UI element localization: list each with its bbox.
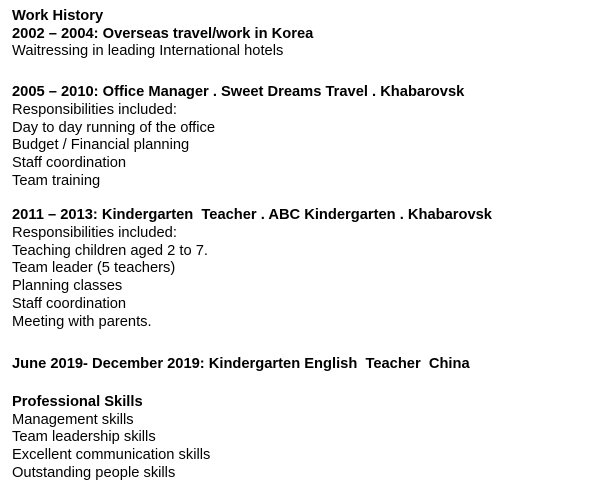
- heading-line: June 2019- December 2019: Kindergarten English Teacher China: [12, 356, 470, 373]
- heading-line: 2002 – 2004: Overseas travel/work in Korea: [12, 25, 314, 42]
- text-line: Teaching children aged 2 to 7.: [12, 242, 208, 259]
- text-line: Responsibilities included:: [12, 225, 177, 242]
- heading-line: 2011 – 2013: Kindergarten Teacher . ABC Kindergarten . Khabarovsk: [12, 207, 492, 224]
- text-line: Outstanding people skills: [12, 464, 176, 481]
- text-line: Meeting with parents.: [12, 313, 152, 330]
- section-overseas-travel: [12, 8, 593, 61]
- text-line: Staff coordination: [12, 154, 127, 171]
- text-line: Team leader (5 teachers): [12, 260, 176, 277]
- text-line: Management skills: [12, 411, 134, 428]
- text-line: Staff coordination: [12, 295, 127, 312]
- section-professional-skills: [12, 394, 593, 483]
- text-line: Responsibilities included:: [12, 101, 177, 118]
- text-line: Day to day running of the office: [12, 119, 216, 136]
- heading-line: Work History: [12, 8, 104, 24]
- section-kindergarten-teacher: [12, 207, 593, 331]
- text-line: Excellent communication skills: [12, 447, 211, 464]
- text-line: Waitressing in leading International hotels: [12, 43, 284, 60]
- text-line: Planning classes: [12, 278, 123, 295]
- text-line: Team leadership skills: [12, 429, 156, 446]
- heading-line: 2005 – 2010: Office Manager . Sweet Dreams Travel . Khabarovsk: [12, 84, 465, 101]
- heading-line: Professional Skills: [12, 393, 143, 410]
- section-english-teacher-china: [12, 356, 593, 374]
- text-line: Budget / Financial planning: [12, 137, 190, 154]
- text-line: Team training: [12, 172, 101, 189]
- section-office-manager: [12, 84, 593, 190]
